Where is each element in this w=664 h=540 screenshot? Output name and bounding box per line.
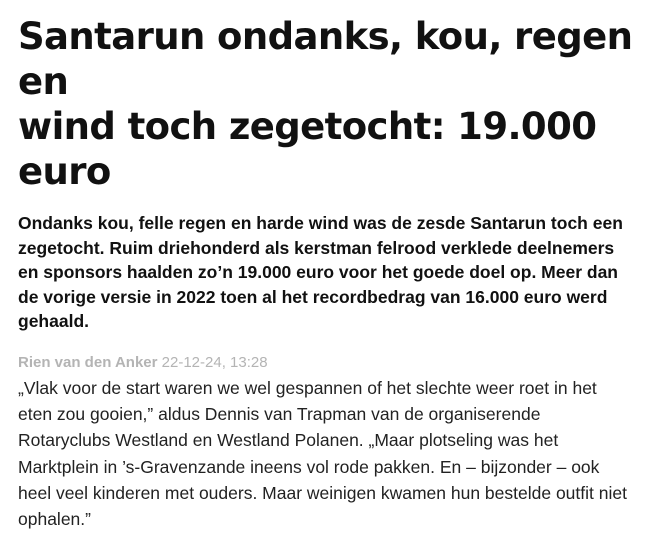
body-line: ophalen.” [18,509,91,530]
lead-line: en sponsors haalden zo’n 19.000 euro voor het goede doel op. Meer dan [18,262,618,282]
body-line: Marktplein in ’s-Gravenzande ineens vol rode pakken. En – bijzonder – ook [18,456,600,477]
body-paragraph [18,375,653,532]
lead-line: zegetocht. Ruim driehonderd als kerstman felrood verklede deelnemers [18,237,615,258]
body-line: heel veel kinderen met ouders. Maar weinigen kwamen hun bestelde outfit niet [18,482,627,503]
body-line: eten zou gooien,” aldus Dennis van Trapman van de organiserende [18,404,541,425]
publish-date: 22-12-24, 13:28 [161,353,268,371]
lead-line: Ondanks kou, felle regen en harde wind was de zesde Santarun toch een [18,213,623,233]
body-line: Rotaryclubs Westland en Westland Polanen. „Maar plotseling was het [18,430,559,451]
headline-line: Santarun ondanks, kou, regen en [18,15,633,103]
author-name[interactable]: Rien van den Anker [18,353,158,371]
body-line: „Vlak voor de start waren we wel gespannen of het slechte weer roet in het [18,378,597,398]
article [18,0,648,373]
lead-paragraph [18,211,648,334]
headline-line: wind toch zegetocht: 19.000 euro [18,105,597,193]
lead-line: gehaald. [18,311,89,331]
headline [18,14,648,194]
lead-line: de vorige versie in 2022 toen al het recordbedrag van 16.000 euro werd [18,286,608,307]
byline [18,353,648,373]
